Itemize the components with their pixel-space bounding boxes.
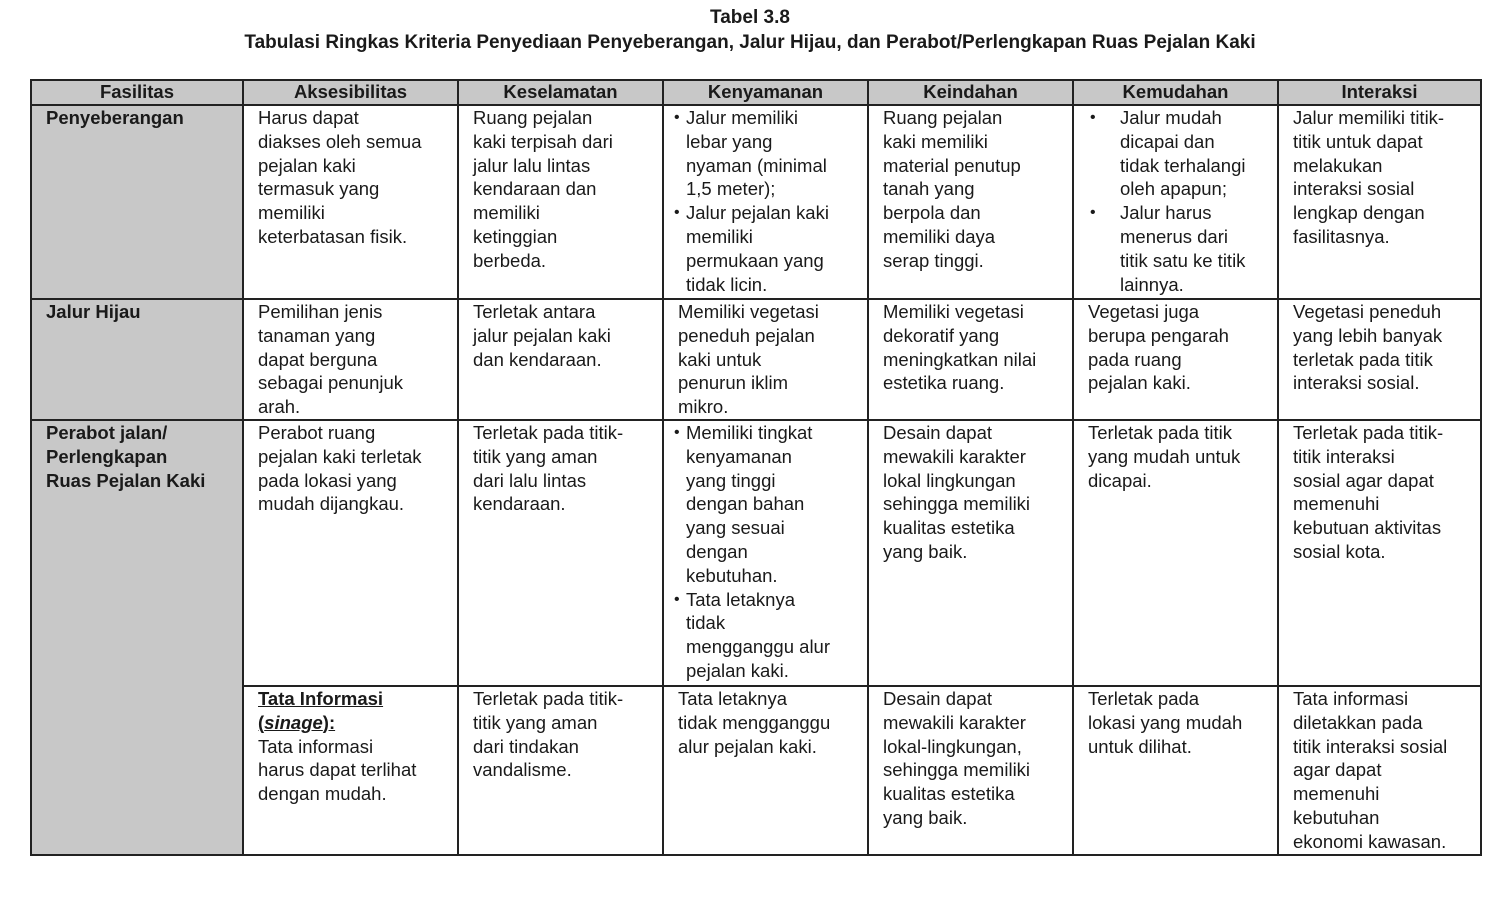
facility-perabot-jalan: Perabot jalan/ Perlengkapan Ruas Pejalan Kaki — [31, 420, 243, 855]
cell-aksesibilitas: Perabot ruang pejalan kaki terletak pada lokasi yang mudah dijangkau. — [243, 420, 458, 686]
table-row — [31, 299, 1481, 420]
table-row — [31, 105, 1481, 299]
cell-keindahan: Memiliki vegetasi dekoratif yang meningkatkan nilai estetika ruang. — [868, 299, 1073, 420]
list-item: • Jalur mudah dicapai dan tidak terhalangi oleh apapun; — [1120, 106, 1271, 201]
list-item: • Jalur harus menerus dari titik satu ke titik lainnya. — [1120, 201, 1271, 296]
cell-keindahan: Desain dapat mewakili karakter lokal lingkungan sehingga memiliki kualitas estetika yang baik. — [868, 420, 1073, 686]
list-item: • Tata letaknya tidak mengganggu alur pejalan kaki. — [686, 588, 861, 683]
cell-kemudahan: Vegetasi juga berupa pengarah pada ruang pejalan kaki. — [1073, 299, 1278, 420]
cell-kenyamanan — [663, 105, 868, 299]
cell-interaksi: Terletak pada titik- titik interaksi sosial agar dapat memenuhi kebutuan aktivitas sosial kota. — [1278, 420, 1481, 686]
cell-keselamatan: Ruang pejalan kaki terpisah dari jalur lalu lintas kendaraan dan memiliki ketinggian berbeda. — [458, 105, 663, 299]
cell-interaksi: Jalur memiliki titik- titik untuk dapat melakukan interaksi sosial lengkap dengan fasilitasnya. — [1278, 105, 1481, 299]
list-item: • Memiliki tingkat kenyamanan yang tinggi dengan bahan yang sesuai dengan kebutuhan. — [686, 421, 861, 588]
table-title: Tabulasi Ringkas Kriteria Penyediaan Penyeberangan, Jalur Hijau, dan Perabot/Perlengkapan Ruas Pejalan Kaki — [244, 32, 1256, 53]
header-keselamatan: Keselamatan — [458, 80, 663, 105]
cell-keselamatan: Terletak pada titik- titik yang aman dari tindakan vandalisme. — [458, 686, 663, 855]
header-fasilitas: Fasilitas — [31, 80, 243, 105]
cell-aksesibilitas: Pemilihan jenis tanaman yang dapat berguna sebagai penunjuk arah. — [243, 299, 458, 420]
facility-penyeberangan: Penyeberangan — [31, 105, 243, 299]
cell-keindahan: Ruang pejalan kaki memiliki material penutup tanah yang berpola dan memiliki daya serap tinggi. — [868, 105, 1073, 299]
cell-kemudahan: Terletak pada lokasi yang mudah untuk dilihat. — [1073, 686, 1278, 855]
bullet-list — [672, 106, 861, 296]
table-row — [31, 420, 1481, 686]
cell-kemudahan — [1073, 105, 1278, 299]
criteria-table — [30, 79, 1482, 856]
table-row — [31, 686, 1481, 855]
list-item: • Jalur pejalan kaki memiliki permukaan yang tidak licin. — [686, 201, 861, 296]
sub-heading: Tata Informasi — [258, 687, 384, 709]
table-caption — [0, 0, 1500, 55]
bullet-list — [672, 421, 861, 683]
cell-kenyamanan: Tata letaknya tidak mengganggu alur pejalan kaki. — [663, 686, 868, 855]
cell-keindahan: Desain dapat mewakili karakter lokal-lingkungan, sehingga memiliki kualitas estetika yang baik. — [868, 686, 1073, 855]
cell-keselamatan: Terletak antara jalur pejalan kaki dan kendaraan. — [458, 299, 663, 420]
facility-jalur-hijau: Jalur Hijau — [31, 299, 243, 420]
cell-interaksi: Vegetasi peneduh yang lebih banyak terletak pada titik interaksi sosial. — [1278, 299, 1481, 420]
header-aksesibilitas: Aksesibilitas — [243, 80, 458, 105]
list-item: • Jalur memiliki lebar yang nyaman (minimal 1,5 meter); — [686, 106, 861, 201]
table-number: Tabel 3.8 — [710, 7, 790, 28]
header-row — [31, 80, 1481, 105]
cell-interaksi: Tata informasi diletakkan pada titik interaksi sosial agar dapat memenuhi kebutuhan ekonomi kawasan. — [1278, 686, 1481, 855]
header-kemudahan: Kemudahan — [1073, 80, 1278, 105]
header-keindahan: Keindahan — [868, 80, 1073, 105]
cell-kemudahan: Terletak pada titik yang mudah untuk dicapai. — [1073, 420, 1278, 686]
header-kenyamanan: Kenyamanan — [663, 80, 868, 105]
cell-kenyamanan — [663, 420, 868, 686]
header-interaksi: Interaksi — [1278, 80, 1481, 105]
cell-aksesibilitas — [243, 686, 458, 855]
cell-aksesibilitas: Harus dapat diakses oleh semua pejalan kaki termasuk yang memiliki keterbatasan fisik. — [243, 105, 458, 299]
cell-text: Tata informasi harus dapat terlihat dengan mudah. — [258, 735, 417, 805]
sub-heading-sinage: (sinage): — [258, 711, 336, 733]
cell-keselamatan: Terletak pada titik- titik yang aman dari lalu lintas kendaraan. — [458, 420, 663, 686]
cell-kenyamanan: Memiliki vegetasi peneduh pejalan kaki untuk penurun iklim mikro. — [663, 299, 868, 420]
bullet-list — [1088, 106, 1271, 296]
